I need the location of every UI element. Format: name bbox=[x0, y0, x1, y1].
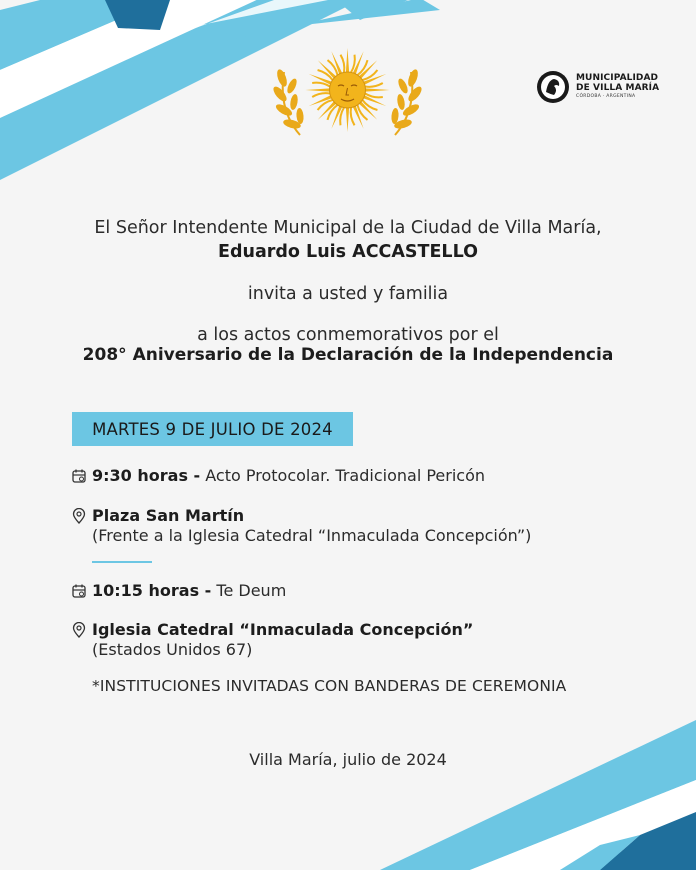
schedule-desc-2: Te Deum bbox=[211, 581, 287, 600]
schedule-detail-1: (Frente a la Iglesia Catedral “Inmaculada Concepción”) bbox=[92, 526, 532, 545]
sun-ray bbox=[365, 94, 383, 98]
schedule-desc-1: Acto Protocolar. Tradicional Pericón bbox=[200, 466, 486, 485]
schedule-item-2 bbox=[72, 506, 531, 546]
footer-place-date: Villa María, julio de 2024 bbox=[249, 750, 447, 769]
sun-ray bbox=[306, 88, 330, 91]
laurel-left-icon bbox=[271, 68, 304, 135]
schedule-time-1: 9:30 horas - bbox=[92, 466, 201, 485]
sun-ray bbox=[312, 93, 330, 97]
date-badge: MARTES 9 DE JULIO DE 2024 bbox=[72, 412, 353, 446]
sun-ray bbox=[359, 102, 377, 120]
sun-emblem bbox=[270, 40, 425, 140]
schedule-item-3 bbox=[72, 581, 286, 601]
sun-ray bbox=[351, 108, 355, 126]
sun-ray bbox=[346, 108, 349, 132]
sun-ray bbox=[359, 60, 377, 78]
municipal-crest-icon bbox=[536, 70, 570, 104]
laurel-right-icon bbox=[391, 68, 424, 135]
sun-ray bbox=[351, 55, 355, 73]
sun-ray bbox=[312, 83, 330, 87]
flag-ribbon-bottom bbox=[380, 720, 696, 870]
location-pin-icon bbox=[72, 508, 86, 524]
calendar-icon bbox=[72, 583, 86, 599]
schedule-place-1: Plaza San Martín bbox=[92, 506, 245, 525]
purpose-line: a los actos conmemorativos por el bbox=[197, 325, 499, 345]
sun-ray bbox=[318, 60, 336, 78]
host-title: El Señor Intendente Municipal de la Ciudad de Villa María, bbox=[94, 218, 602, 238]
sun-ray bbox=[365, 83, 383, 87]
sun-ray bbox=[318, 102, 336, 120]
municipal-logo bbox=[536, 70, 659, 104]
schedule-time-2: 10:15 horas - bbox=[92, 581, 212, 600]
schedule-place-2: Iglesia Catedral “Inmaculada Concepción” bbox=[92, 620, 474, 639]
location-pin-icon bbox=[72, 622, 86, 638]
host-name: Eduardo Luis ACCASTELLO bbox=[218, 242, 478, 262]
institutions-note: *INSTITUCIONES INVITADAS CON BANDERAS DE CEREMONIA bbox=[92, 677, 567, 695]
schedule-item-4 bbox=[72, 620, 473, 660]
calendar-icon bbox=[72, 468, 86, 484]
logo-line-2: DE VILLA MARÍA bbox=[576, 82, 660, 93]
invite-line: invita a usted y familia bbox=[247, 284, 449, 304]
sun-ray bbox=[340, 108, 344, 126]
schedule-item-1 bbox=[72, 466, 485, 486]
schedule-detail-2: (Estados Unidos 67) bbox=[92, 640, 253, 659]
logo-line-1: MUNICIPALIDAD bbox=[576, 73, 659, 84]
sun-ray bbox=[346, 48, 349, 72]
sun-ray bbox=[340, 55, 344, 73]
sun-ray bbox=[365, 88, 389, 91]
event-title: 208° Aniversario de la Declaración de la Independencia bbox=[82, 345, 614, 365]
logo-line-3: CÓRDOBA · ARGENTINA bbox=[576, 94, 636, 100]
divider bbox=[92, 561, 152, 563]
